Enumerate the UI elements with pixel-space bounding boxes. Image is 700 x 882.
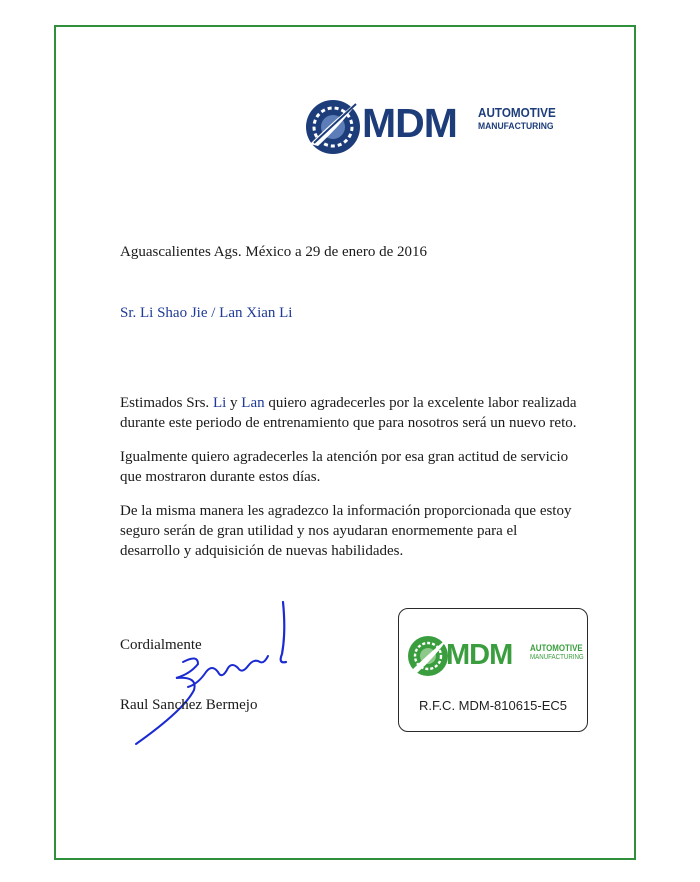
logo-subtitle-manufacturing: MANUFACTURING — [478, 121, 554, 132]
company-logo — [300, 94, 560, 156]
stamp-subtitle-manufacturing: MANUFACTURING — [530, 654, 584, 661]
date-line: Aguascalientes Ags. México a 29 de enero de 2016 — [120, 244, 427, 260]
letter-body — [120, 393, 580, 575]
paragraph-1 — [120, 393, 580, 433]
stamp-rfc: R.F.C. MDM-810615-EC5 — [418, 698, 568, 713]
greeting-connector: y — [226, 395, 242, 411]
stamp-wordmark: MDM — [446, 639, 513, 671]
paragraph-3: De la misma manera les agradezco la información proporcionada que estoy seguro serán de gran utilidad y nos ayudaran enormemente para el desarrollo y adquisición de nuevas habilidades. — [120, 503, 572, 559]
recipient: Sr. Li Shao Jie / Lan Xian Li — [120, 305, 293, 321]
gear-logo-icon — [300, 94, 366, 156]
closing: Cordialmente — [120, 637, 202, 653]
paragraph-2: Igualmente quiero agradecerles la atención por esa gran actitud de servicio que mostraron durante estos días. — [120, 449, 569, 485]
handwritten-signature — [128, 592, 308, 752]
stamp-gear-icon — [405, 633, 451, 679]
paragraph-1-text: quiero agradecerles por la excelente labor realizada durante este periodo de entrenamiento que para nosotros será un nuevo reto. — [120, 395, 577, 431]
logo-wordmark: MDM — [362, 100, 457, 146]
stamp-subtitle-automotive: AUTOMOTIVE — [530, 643, 583, 653]
logo-subtitle-automotive: AUTOMOTIVE — [478, 105, 556, 120]
recipient-name-2: Lan — [241, 395, 265, 411]
signer-name: Raul Sanchez Bermejo — [120, 697, 258, 713]
greeting-prefix: Estimados Srs. — [120, 395, 213, 411]
recipient-name-1: Li — [212, 395, 227, 411]
company-stamp — [398, 608, 588, 732]
